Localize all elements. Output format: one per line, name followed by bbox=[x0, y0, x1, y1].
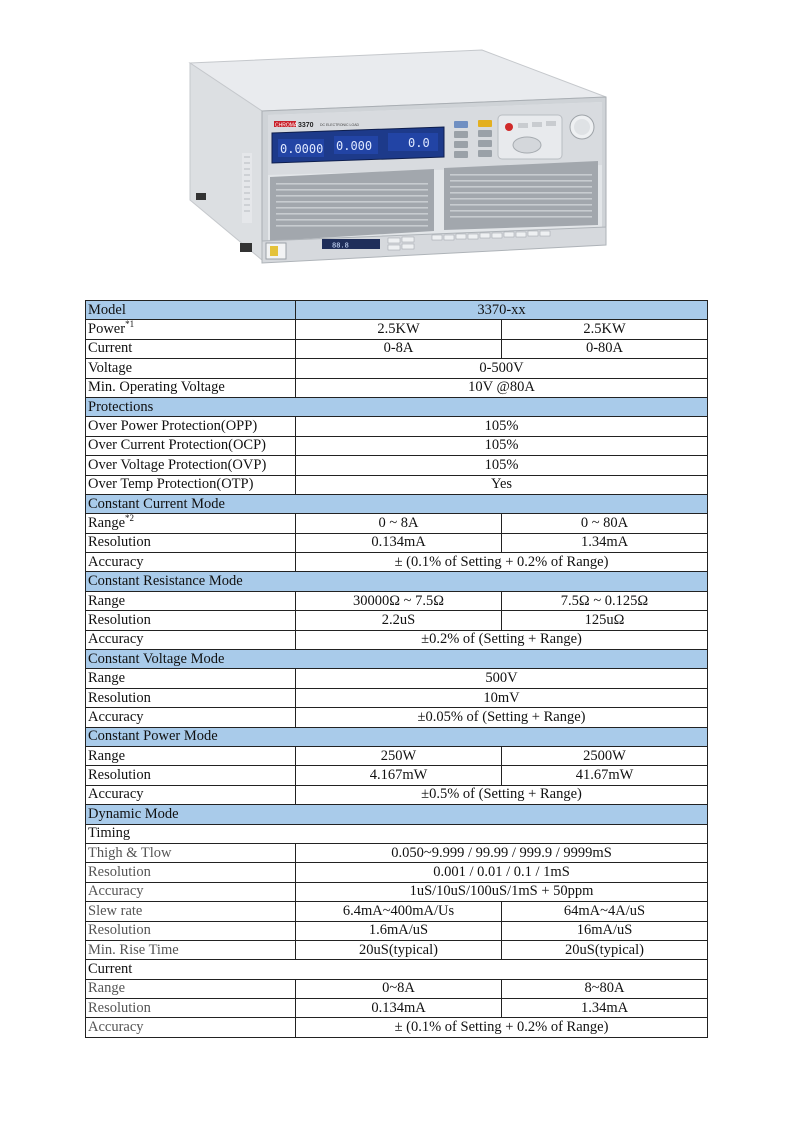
display-2: 0.000 bbox=[336, 139, 373, 153]
spec-value: ±0.2% of (Setting + Range) bbox=[296, 630, 708, 649]
spec-label-cell bbox=[86, 456, 296, 475]
spec-label-cell bbox=[86, 378, 296, 397]
spec-value: 64mA~4A/uS bbox=[502, 902, 708, 921]
spec-label: Accuracy bbox=[88, 553, 144, 570]
spec-label: Resolution bbox=[88, 864, 151, 881]
brand-label: CHROMA bbox=[275, 122, 298, 129]
spec-label-cell bbox=[86, 417, 296, 436]
spec-label: Over Current Protection(OCP) bbox=[88, 437, 266, 454]
spec-value: Yes bbox=[296, 475, 708, 494]
spec-row bbox=[86, 475, 708, 494]
section-title: Constant Power Mode bbox=[86, 727, 708, 746]
spec-value: 7.5Ω ~ 0.125Ω bbox=[502, 591, 708, 610]
footnote-marker: *2 bbox=[125, 513, 135, 524]
spec-value: ± (0.1% of Setting + 0.2% of Range) bbox=[296, 553, 708, 572]
spec-value: 0 ~ 80A bbox=[502, 514, 708, 533]
spec-value: 0.050~9.999 / 99.99 / 999.9 / 9999mS bbox=[296, 843, 708, 862]
spec-row bbox=[86, 688, 708, 707]
spec-label: Over Voltage Protection(OVP) bbox=[88, 456, 267, 473]
spec-value: 10V @80A bbox=[296, 378, 708, 397]
spec-value: 8~80A bbox=[502, 979, 708, 998]
spec-label: Resolution bbox=[88, 689, 151, 706]
spec-value: 500V bbox=[296, 669, 708, 688]
spec-value: 1uS/10uS/100uS/1mS + 50ppm bbox=[296, 882, 708, 901]
spec-value: 2.5KW bbox=[296, 320, 502, 339]
section-title: Constant Voltage Mode bbox=[86, 650, 708, 669]
spec-label: Resolution bbox=[88, 999, 151, 1016]
spec-label: Accuracy bbox=[88, 631, 144, 648]
spec-label: Min. Rise Time bbox=[88, 941, 179, 958]
spec-label-cell bbox=[86, 902, 296, 921]
spec-label-cell bbox=[86, 591, 296, 610]
spec-value: 20uS(typical) bbox=[296, 940, 502, 959]
spec-value: 20uS(typical) bbox=[502, 940, 708, 959]
spec-value: 105% bbox=[296, 456, 708, 475]
spec-value: ±0.5% of (Setting + Range) bbox=[296, 785, 708, 804]
model-header-row bbox=[86, 301, 708, 320]
spec-row bbox=[86, 611, 708, 630]
spec-value: 1.6mA/uS bbox=[296, 921, 502, 940]
section-header-row bbox=[86, 494, 708, 513]
spec-value: 1.34mA bbox=[502, 999, 708, 1018]
spec-label-cell bbox=[86, 999, 296, 1018]
spec-row bbox=[86, 533, 708, 552]
spec-row bbox=[86, 669, 708, 688]
spec-value: 2.2uS bbox=[296, 611, 502, 630]
model-label: 3370 bbox=[298, 122, 314, 129]
subsection-row bbox=[86, 960, 708, 979]
spec-row bbox=[86, 553, 708, 572]
product-photo bbox=[182, 45, 612, 270]
spec-row bbox=[86, 902, 708, 921]
section-header-row bbox=[86, 572, 708, 591]
spec-row bbox=[86, 378, 708, 397]
spec-label: Over Power Protection(OPP) bbox=[88, 418, 258, 435]
spec-row bbox=[86, 359, 708, 378]
spec-label-cell bbox=[86, 708, 296, 727]
spec-label-cell bbox=[86, 979, 296, 998]
spec-value: 0~8A bbox=[296, 979, 502, 998]
spec-row bbox=[86, 746, 708, 765]
spec-value: 30000Ω ~ 7.5Ω bbox=[296, 591, 502, 610]
spec-value: 125uΩ bbox=[502, 611, 708, 630]
spec-label-cell bbox=[86, 746, 296, 765]
spec-value: 250W bbox=[296, 746, 502, 765]
spec-label: Resolution bbox=[88, 767, 151, 784]
spec-label-cell bbox=[86, 553, 296, 572]
display-3: 0.0 bbox=[408, 136, 430, 150]
spec-value: 4.167mW bbox=[296, 766, 502, 785]
spec-row bbox=[86, 921, 708, 940]
spec-row bbox=[86, 630, 708, 649]
spec-row bbox=[86, 591, 708, 610]
footnote-marker: *1 bbox=[125, 319, 135, 330]
spec-value: 2500W bbox=[502, 746, 708, 765]
spec-label: Accuracy bbox=[88, 1019, 144, 1036]
spec-label-cell bbox=[86, 882, 296, 901]
spec-label-cell bbox=[86, 359, 296, 378]
spec-row bbox=[86, 320, 708, 339]
subsection-title: Timing bbox=[86, 824, 708, 843]
lower-display: 88.8 bbox=[332, 241, 349, 250]
spec-value: ±0.05% of (Setting + Range) bbox=[296, 708, 708, 727]
spec-value: 0.134mA bbox=[296, 999, 502, 1018]
spec-label: Range bbox=[88, 670, 126, 687]
spec-label: Thigh & Tlow bbox=[88, 844, 172, 861]
spec-value: 0-80A bbox=[502, 339, 708, 358]
spec-row bbox=[86, 940, 708, 959]
section-title: Constant Current Mode bbox=[86, 494, 708, 513]
spec-label-cell bbox=[86, 533, 296, 552]
spec-label: Voltage bbox=[88, 359, 133, 376]
spec-label-cell bbox=[86, 921, 296, 940]
spec-label-cell bbox=[86, 611, 296, 630]
section-title: Dynamic Mode bbox=[86, 805, 708, 824]
spec-row bbox=[86, 843, 708, 862]
spec-label: Resolution bbox=[88, 611, 151, 628]
spec-label: Accuracy bbox=[88, 786, 144, 803]
spec-label-cell bbox=[86, 863, 296, 882]
spec-value: 0.001 / 0.01 / 0.1 / 1mS bbox=[296, 863, 708, 882]
spec-label: Range bbox=[88, 592, 126, 609]
spec-row bbox=[86, 766, 708, 785]
spec-row bbox=[86, 979, 708, 998]
spec-row bbox=[86, 436, 708, 455]
spec-value: 105% bbox=[296, 436, 708, 455]
section-title: Constant Resistance Mode bbox=[86, 572, 708, 591]
section-header-row bbox=[86, 727, 708, 746]
spec-row bbox=[86, 339, 708, 358]
spec-label-cell bbox=[86, 669, 296, 688]
spec-value: 105% bbox=[296, 417, 708, 436]
display-1: 0.0000 bbox=[280, 142, 324, 156]
spec-value: 6.4mA~400mA/Us bbox=[296, 902, 502, 921]
spec-value: 2.5KW bbox=[502, 320, 708, 339]
spec-label: Resolution bbox=[88, 534, 151, 551]
spec-value: 10mV bbox=[296, 688, 708, 707]
spec-value: 1.34mA bbox=[502, 533, 708, 552]
spec-label-cell bbox=[86, 339, 296, 358]
spec-label-cell bbox=[86, 320, 296, 339]
spec-label: Accuracy bbox=[88, 883, 144, 900]
spec-label: Range bbox=[88, 514, 126, 531]
spec-label: Range bbox=[88, 747, 126, 764]
subsection-title: Current bbox=[86, 960, 708, 979]
section-title: Protections bbox=[86, 397, 708, 416]
spec-row bbox=[86, 1018, 708, 1037]
spec-table bbox=[85, 300, 708, 1038]
spec-row bbox=[86, 785, 708, 804]
spec-value: ± (0.1% of Setting + 0.2% of Range) bbox=[296, 1018, 708, 1037]
section-header-row bbox=[86, 397, 708, 416]
spec-row bbox=[86, 882, 708, 901]
spec-label-cell bbox=[86, 766, 296, 785]
spec-label: Range bbox=[88, 980, 126, 997]
spec-row bbox=[86, 417, 708, 436]
spec-label-cell bbox=[86, 940, 296, 959]
spec-label: Accuracy bbox=[88, 708, 144, 725]
spec-row bbox=[86, 456, 708, 475]
model-label: Model bbox=[86, 301, 296, 320]
spec-label: Slew rate bbox=[88, 902, 143, 919]
spec-row bbox=[86, 514, 708, 533]
model-value: 3370-xx bbox=[296, 301, 708, 320]
spec-label: Over Temp Protection(OTP) bbox=[88, 476, 254, 493]
spec-value: 0-8A bbox=[296, 339, 502, 358]
device-subtitle: DC ELECTRONIC LOAD bbox=[320, 123, 360, 127]
subsection-row bbox=[86, 824, 708, 843]
spec-label-cell bbox=[86, 436, 296, 455]
spec-label: Current bbox=[88, 340, 133, 357]
spec-label-cell bbox=[86, 475, 296, 494]
spec-label-cell bbox=[86, 514, 296, 533]
spec-label: Resolution bbox=[88, 922, 151, 939]
spec-label: Power bbox=[88, 321, 126, 338]
spec-label: Min. Operating Voltage bbox=[88, 379, 225, 396]
spec-value: 0 ~ 8A bbox=[296, 514, 502, 533]
spec-row bbox=[86, 708, 708, 727]
section-header-row bbox=[86, 650, 708, 669]
section-header-row bbox=[86, 805, 708, 824]
spec-value: 16mA/uS bbox=[502, 921, 708, 940]
spec-row bbox=[86, 863, 708, 882]
spec-label-cell bbox=[86, 843, 296, 862]
spec-label-cell bbox=[86, 688, 296, 707]
spec-value: 0.134mA bbox=[296, 533, 502, 552]
spec-label-cell bbox=[86, 630, 296, 649]
spec-value: 41.67mW bbox=[502, 766, 708, 785]
spec-value: 0-500V bbox=[296, 359, 708, 378]
spec-label-cell bbox=[86, 1018, 296, 1037]
spec-row bbox=[86, 999, 708, 1018]
spec-label-cell bbox=[86, 785, 296, 804]
